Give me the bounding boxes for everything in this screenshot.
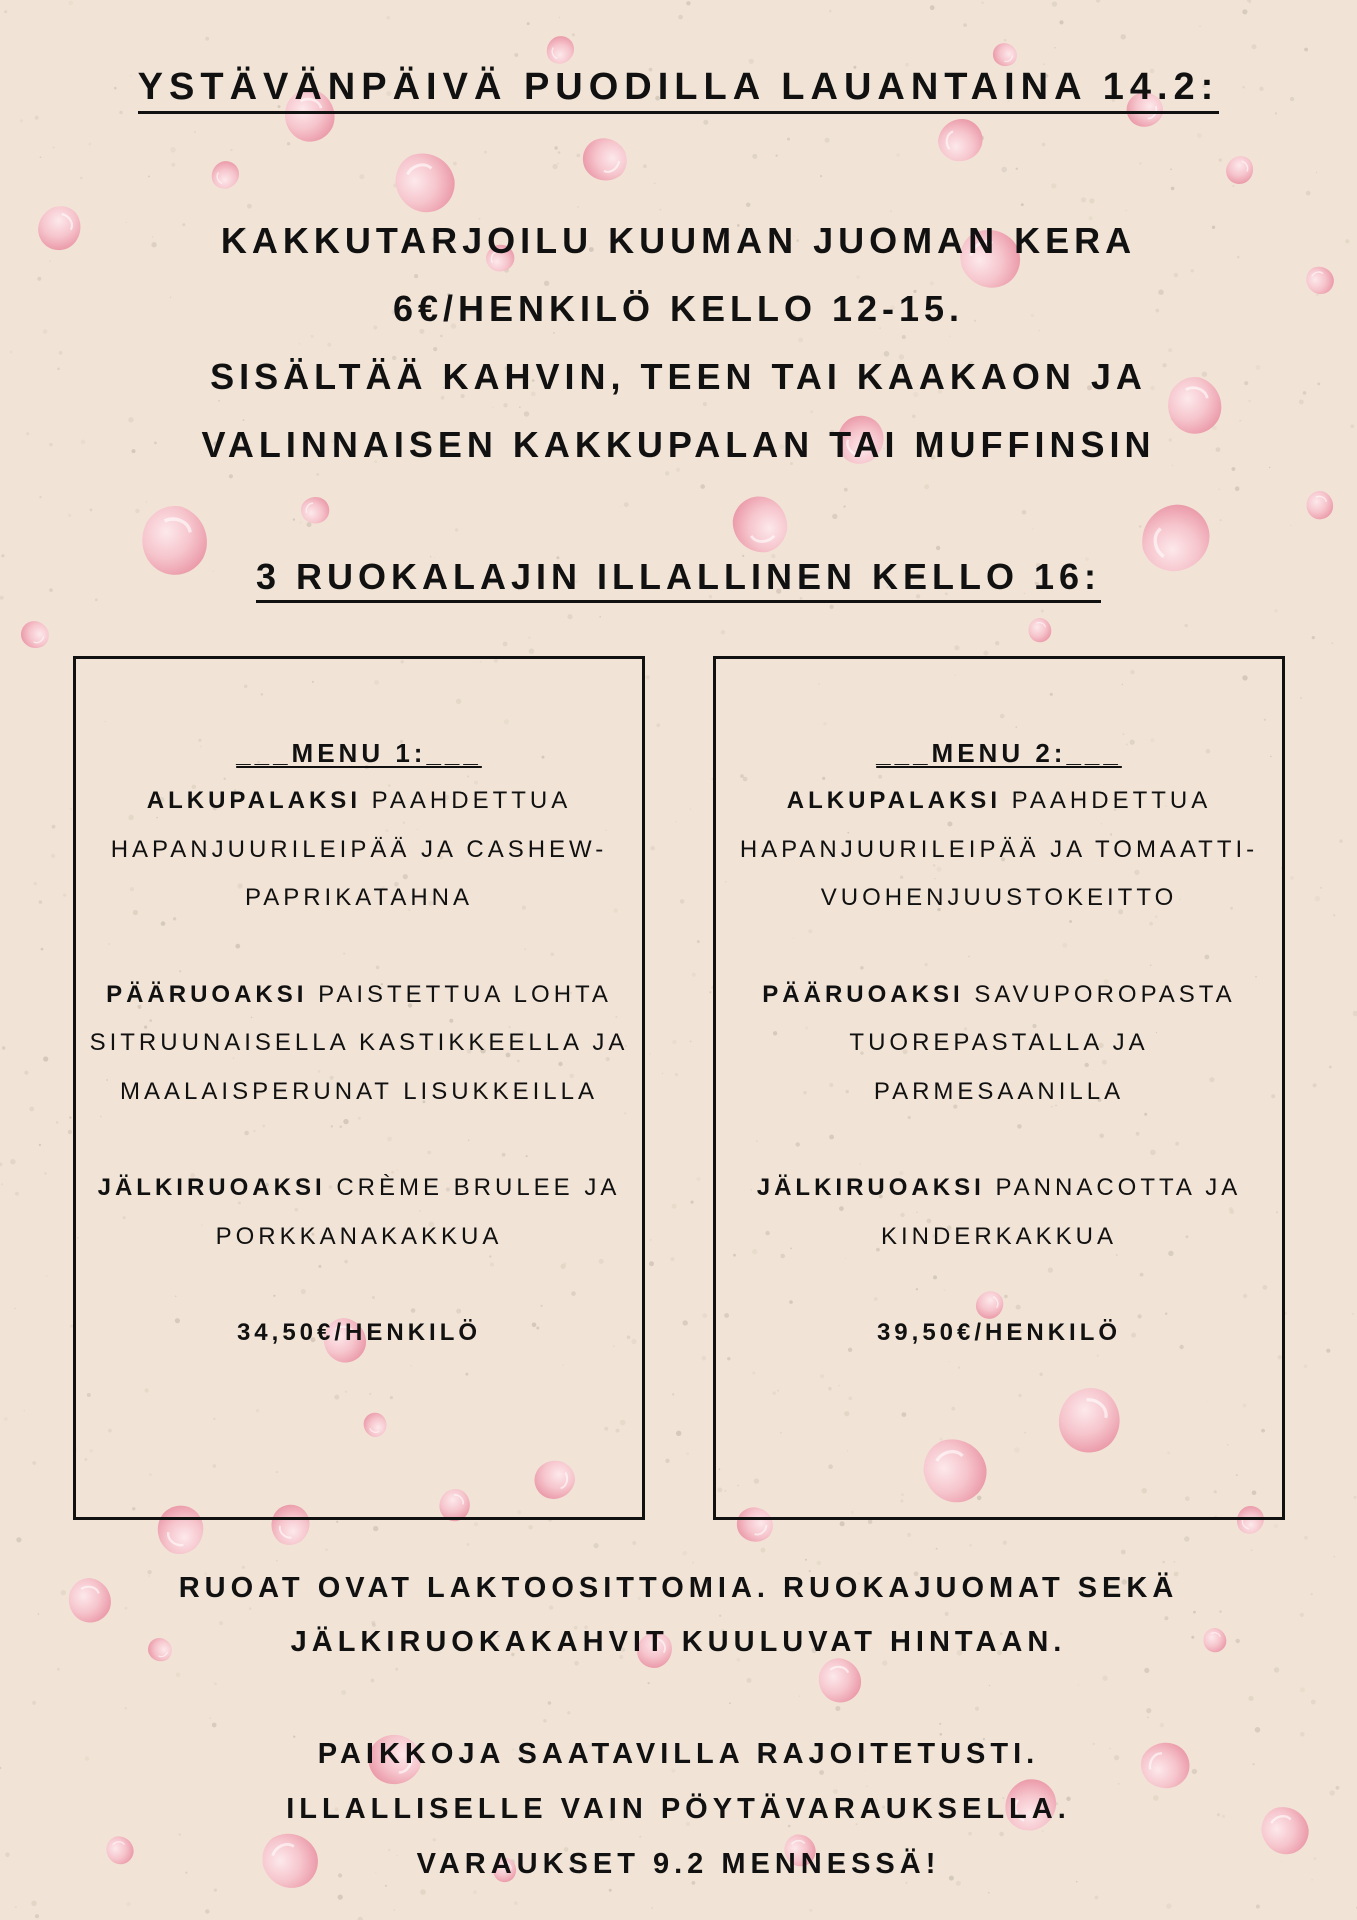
course-text: PANNACOTTA JA KINDERKAKKUA <box>880 1174 1242 1250</box>
reservation-line: VARAUKSET 9.2 MENNESSÄ! <box>416 1848 941 1880</box>
dinner-heading <box>0 556 1357 598</box>
course-label: JÄLKIRUOAKSI <box>756 1174 985 1201</box>
course-text: CRÈME BRULEE JA PORKKANAKAKKUA <box>215 1174 621 1250</box>
course-label: ALKUPALAKSI <box>146 787 361 814</box>
notes-line: JÄLKIRUOKAKAHVIT KUULUVAT HINTAAN. <box>290 1626 1067 1658</box>
course-text: SAVUPOROPASTA TUOREPASTALLA JA PARMESAANILLA <box>849 980 1236 1105</box>
course-text: PAISTETTUA LOHTA SITRUUNAISELLA KASTIKKEELLA JA MAALAISPERUNAT LISUKKEILLA <box>89 980 629 1105</box>
course-label: ALKUPALAKSI <box>786 787 1001 814</box>
intro-line: SISÄLTÄÄ KAHVIN, TEEN TAI KAAKAON JA <box>210 356 1147 397</box>
menu-2-starter <box>724 777 1274 923</box>
notes-line: RUOAT OVAT LAKTOOSITTOMIA. RUOKAJUOMAT SEKÄ <box>178 1572 1179 1604</box>
page-title <box>0 66 1357 109</box>
course-label: PÄÄRUOAKSI <box>762 980 964 1008</box>
menu-2-dessert <box>724 1164 1274 1261</box>
course-label: PÄÄRUOAKSI <box>106 980 308 1008</box>
course-text: PAAHDETTUA HAPANJUURILEIPÄÄ JA TOMAATTI-VUOHENJUUSTOKEITTO <box>739 787 1259 911</box>
menu-1-starter <box>84 777 634 923</box>
menu-2-price: 39,50€/HENKILÖ <box>876 1319 1122 1346</box>
intro-line: 6€/HENKILÖ KELLO 12-15. <box>392 288 965 329</box>
menu-2-title: ___MENU 2:___ <box>876 738 1122 768</box>
menu-1-price: 34,50€/HENKILÖ <box>236 1319 482 1346</box>
course-text: PAAHDETTUA HAPANJUURILEIPÄÄ JA CASHEW-PAPRIKATAHNA <box>110 787 608 911</box>
reservation-line: ILLALLISELLE VAIN PÖYTÄVARAUKSELLA. <box>286 1793 1071 1825</box>
course-label: JÄLKIRUOAKSI <box>97 1174 326 1201</box>
menu-2-card <box>713 656 1285 1520</box>
menu-1-title: ___MENU 1:___ <box>236 738 482 768</box>
menu-1-card <box>73 656 645 1520</box>
menu-1-main <box>84 971 634 1117</box>
reservation-line: PAIKKOJA SAATAVILLA RAJOITETUSTI. <box>317 1738 1040 1770</box>
menu-2-main <box>724 971 1274 1117</box>
intro-line: VALINNAISEN KAKKUPALAN TAI MUFFINSIN <box>201 424 1156 465</box>
dinner-heading-text: 3 RUOKALAJIN ILLALLINEN KELLO 16: <box>256 556 1101 603</box>
page-title-text: YSTÄVÄNPÄIVÄ PUODILLA LAUANTAINA 14.2: <box>138 66 1220 114</box>
menu-1-dessert <box>84 1164 634 1261</box>
intro-line: KAKKUTARJOILU KUUMAN JUOMAN KERA <box>220 220 1137 261</box>
